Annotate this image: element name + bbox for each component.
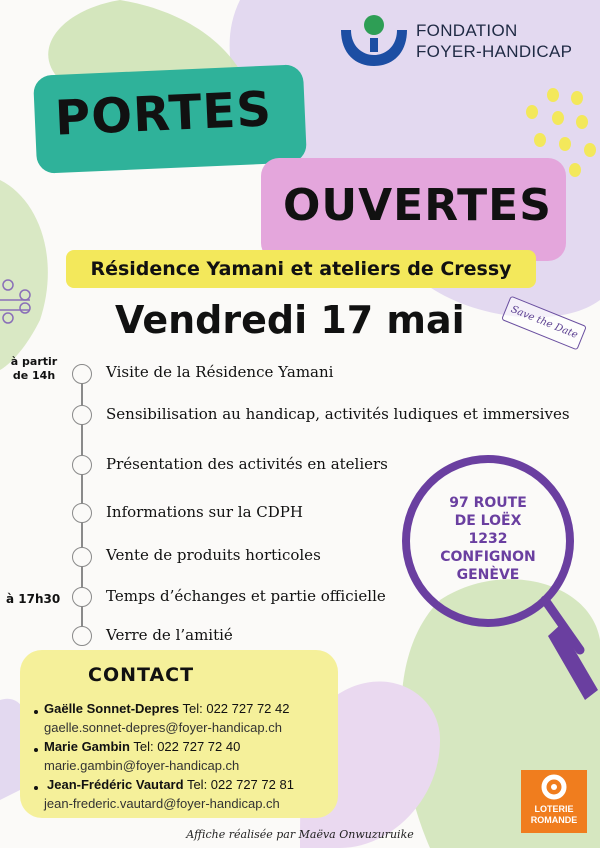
contact-bullet [34, 786, 38, 790]
address-line: DE LOËX [454, 513, 522, 529]
contact-bullet [34, 710, 38, 714]
address-line: CONFIGNON [440, 549, 536, 565]
contact-person-1 [44, 701, 289, 716]
contact-email[interactable]: marie.gambin@foyer-handicap.ch [44, 758, 240, 773]
title-portes: PORTES [53, 81, 274, 147]
event-date: Vendredi 17 mai [115, 298, 465, 342]
green-blob-left [0, 180, 48, 370]
timeline-dot [72, 364, 92, 384]
loterie-line2: ROMANDE [530, 815, 578, 825]
contact-person-3 [47, 777, 294, 792]
subtitle: Résidence Yamani et ateliers de Cressy [90, 258, 512, 280]
program-item: Verre de l’amitié [106, 626, 233, 644]
contact-phone[interactable]: Tel: 022 727 72 81 [186, 777, 294, 792]
time-start [4, 355, 64, 383]
contact-email[interactable]: gaelle.sonnet-depres@foyer-handicap.ch [44, 720, 282, 735]
contact-bullet [34, 748, 38, 752]
contact-phone[interactable]: Tel: 022 727 72 42 [182, 701, 290, 716]
program-item: Vente de produits horticoles [106, 546, 321, 564]
timeline-dot [72, 626, 92, 646]
logo-line2: FOYER-HANDICAP [416, 42, 573, 61]
event-address [428, 494, 548, 584]
save-the-date-stamp: Save the Date [501, 296, 587, 351]
time-official: à 17h30 [6, 592, 61, 606]
program-item: Temps d’échanges et partie officielle [106, 587, 386, 605]
program-item: Sensibilisation au handicap, activités ludiques et immersives [106, 405, 570, 423]
timeline-dot [72, 455, 92, 475]
poster-credit: Affiche réalisée par Maëva Onwuzuruike [186, 828, 414, 841]
contact-name: Marie Gambin [44, 739, 130, 754]
foundation-logo-text [416, 20, 572, 62]
logo-line1: FONDATION [416, 21, 518, 40]
contact-name: Gaëlle Sonnet-Depres [44, 701, 180, 716]
loterie-text [521, 804, 587, 826]
timeline-dot [72, 587, 92, 607]
loterie-line1: LOTERIE [534, 804, 574, 814]
contact-person-2 [44, 739, 240, 754]
contact-title: CONTACT [88, 664, 195, 686]
contact-email[interactable]: jean-frederic.vautard@foyer-handicap.ch [44, 796, 280, 811]
timeline-dot [72, 547, 92, 567]
loterie-logo-icon [540, 773, 568, 801]
program-item: Informations sur la CDPH [106, 503, 303, 521]
program-item: Visite de la Résidence Yamani [106, 363, 334, 381]
address-line: GENÈVE [456, 567, 520, 583]
timeline-dot [72, 503, 92, 523]
contact-phone[interactable]: Tel: 022 727 72 40 [133, 739, 241, 754]
title-ouvertes: OUVERTES [283, 180, 552, 231]
address-line: 1232 [468, 531, 508, 547]
time-start-text: à partir de 14h [10, 355, 58, 382]
contact-name: Jean-Frédéric Vautard [47, 777, 184, 792]
timeline-dot [72, 405, 92, 425]
address-line: 97 ROUTE [449, 495, 527, 511]
program-item: Présentation des activités en ateliers [106, 455, 388, 473]
